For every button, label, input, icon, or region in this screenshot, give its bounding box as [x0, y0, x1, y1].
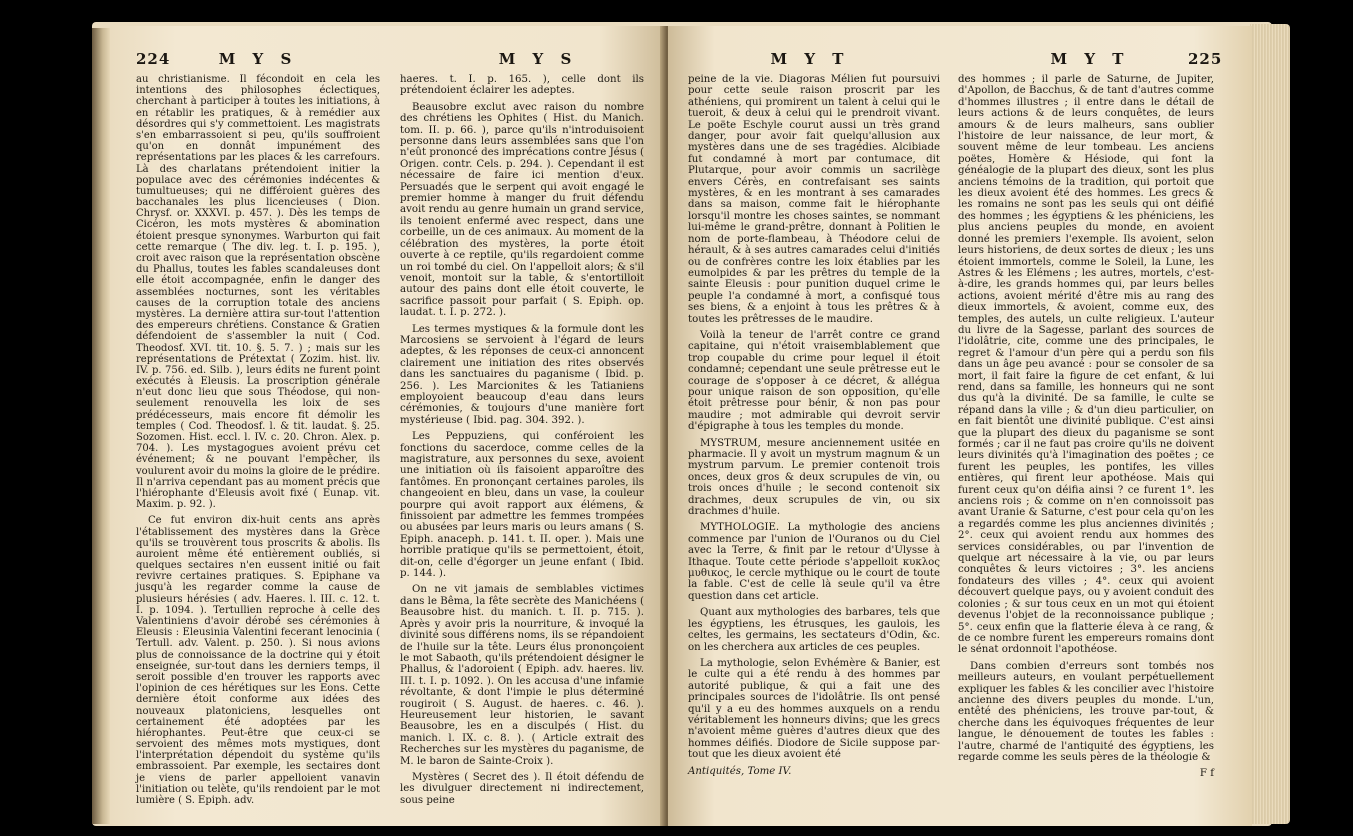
paragraph: Beausobre exclut avec raison du nombre des chrétiens les Ophites ( Hist. du Manich. tom. II. p. 66. ), parce qu'ils n'introduisoient personne dans leurs assemblées sans que l'on n'eût prononcé des imprécations contre Jésus ( Origen. contr. Cels. p. 294. ). Cependant il est nécessaire de faire ici mention d'eux. Persuadés que le serpent qui avoit engagé le premier homme à manger du fruit défendu avoit rendu au genre humain un grand service, ils tenoient enfermé avec respect, dans une corbeille, un de ces animaux. Au moment de la célébration des mystères, la porte étoit ouverte à ce reptile, qu'ils regardoient comme un roi tombé du ciel. On l'appelloit alors; & s'il venoit, montoit sur la table, & s'entortilloit autour des pains dont elle étoit couverte, le sacrifice passoit pour parfait ( S. Epiph. op. laudat. t. I. p. 272. ). [400, 101, 644, 319]
paragraph: Les termes mystiques & la formule dont les Marcosiens se servoient à l'égard de leurs adeptes, & les réponses de ceux-ci annoncent clairement une initiation des rites observés dans les sanctuaires du paganisme ( Ibid. p. 256. ). Les Marcionites & les Tatianiens employoient beaucoup d'eau dans leurs cérémonies, & toujours d'une manière fort mystérieuse ( Ibid. pag. 304. 392. ). [400, 323, 644, 426]
book-edge-left [92, 28, 110, 824]
paragraph: Dans combien d'erreurs sont tombés nos meilleurs auteurs, en voulant perpétuellement expliquer les fables & les concilier avec l'histoire ancienne des divers peuples du monde. L'un, entêté des phéniciens, les trouve par-tout, & cherche dans les équivoques fréquentes de leur langue, le dénouement de toutes les fables : l'autre, charmé de l'antiquité des égyptiens, les regarde comme les seuls pères de la théologie & [958, 660, 1214, 763]
book-page-edges-right [1250, 24, 1290, 824]
left-running-head-1: M Y S [218, 50, 298, 68]
paragraph: des hommes ; il parle de Saturne, de Jupiter, d'Apollon, de Bacchus, & de tant d'autres comme d'hommes illustres ; il entre dans le détail de leurs actions & de leurs conquêtes, de leurs amours & de leurs malheurs, sans oublier l'histoire de leur naissance, de leur mort, & souvent même de leur tombeau. Les anciens poëtes, Homère & Hésiode, qui font la généalogie de la plupart des dieux, sont les plus anciens témoins de la tradition, qui portoit que les dieux avoient été des hommes. Les grecs & les romains ne sont pas les seuls qui ont déifié des hommes ; les égyptiens & les phéniciens, les plus anciens peuples du monde, en avoient donné les premiers l'exemple. Ils avoient, selon leurs historiens, de deux sortes de dieux ; les uns étoient immortels, comme le Soleil, la Lune, les Astres & les Elémens ; les autres, mortels, c'est-à-dire, les grands hommes qui, par leurs belles actions, avoient mérité d'être mis au rang des dieux immortels, & avoient, comme eux, des temples, des autels, un culte religieux. L'auteur du livre de la Sagesse, parlant des sources de l'idolâtrie, cite, comme une des principales, le regret & l'amour d'un père qui a perdu son fils dans un âge peu avancé : pour se consoler de sa mort, il fait faire la figure de cet enfant, & lui rend, dans sa famille, les honneurs qui ne sont dus qu'à la divinité. De sa famille, le culte se répand dans la ville ; & d'un dieu particulier, on en fait bientôt une divinité publique. C'est ainsi que la plupart des dieux du paganisme se sont formés ; car il ne faut pas croire qu'ils ne doivent leurs divinités qu'à l'imagination des poëtes ; ce furent les peuples, les pontifes, les villes entières, qui firent leur apothéose. Mais qui furent ceux qu'on déifia ainsi ? ce furent 1°. les anciens rois ; & comme on n'en connoissoit pas avant Uranie & Saturne, c'est pour cela qu'on les a regardés comme les plus anciennes divinités ; 2°. ceux qui avoient rendu aux hommes des services considérables, ou par l'invention de quelque art nécessaire à la vie, ou par leurs conquêtes & leurs victoires ; 3°. les anciens fondateurs des villes ; 4°. ceux qui avoient découvert quelque pays, ou y avoient conduit des colonies ; & sur tous ceux en un mot qui étoient devenus l'objet de la reconnoissance publique ; 5°. ceux enfin que la flatterie éleva à ce rang, & de ce nombre furent les empereurs romains dont le sénat ordonnoit l'apothéose. [958, 74, 1214, 656]
signature-mark: F f [1199, 768, 1214, 780]
paragraph: MYTHOLOGIE. La mythologie des anciens commence par l'union de l'Ouranos ou du Ciel avec la Terre, & finit par le retour d'Ulysse à Ithaque. Toute cette période s'appelloit κυκλος μυθικος, le cercle mythique ou le court de toute la fable. C'est de celle là seule qu'il va être question dans cet article. [688, 522, 940, 602]
paragraph: On ne vit jamais de semblables victimes dans le Bêma, la fête secrète des Manichéens ( Beausobre hist. du manich. t. II. p. 715. ). Après y avoir pris la nourriture, & invoqué la divinité sous différens noms, ils se répandoient de l'huile sur la tête. Leurs élus prononçoient le mot Sabaoth, qu'ils prétendoient désigner le Phallus, & l'adoroient ( Epiph. adv. haeres. liv. III. t. I. p. 1092. ). On les accusa d'une infamie révoltante, & dont l'impie le plus déterminé rougiroit ( S. August. de haeres. c. 46. ). Heureusement leur historien, le savant Beausobre, les en a disculpés ( Hist. du manich. l. IX. c. 8. ). ( Article extrait des Recherches sur les mystères du paganisme, de M. le baron de Sainte-Croix ). [400, 584, 644, 767]
paragraph: Les Peppuziens, qui conféroient les fonctions du sacerdoce, comme celles de la magistrature, aux personnes du sexe, avoient une initiation où ils faisoient apparoître des fantômes. En prononçant certaines paroles, ils changeoient en bleu, dans un vase, la couleur pourpre qui avoit rapport aux élémens, & finissoient par admettre les femmes trompées ou abusées par leurs maris ou leurs amans ( S. Epiph. anaceph. p. 141. t. II. oper. ). Mais une horrible pratique qu'ils se permettoient, étoit, dit-on, celle d'égorger un jeune enfant ( Ibid. p. 144. ). [400, 431, 644, 580]
left-column-2 [400, 74, 644, 811]
left-running-head-2: M Y S [498, 50, 578, 68]
paragraph: Quant aux mythologies des barbares, tels que les égyptiens, les étrusques, les gaulois, les celtes, les germains, les sectateurs d'Odin, &c. on les cherchera aux articles de ces peuples. [688, 607, 940, 653]
right-page-number: 225 [1188, 50, 1223, 68]
left-page-number: 224 [136, 50, 171, 68]
paragraph: peine de la vie. Diagoras Mélien fut poursuivi pour cette seule raison proscrit par les athéniens, qui promirent un talent à celui qui le tueroit, & deux à celui qui le prendroit vivant. Le poëte Eschyle courut aussi un très grand danger, pour avoir fait quelqu'allusion aux mystères dans une de ses tragédies. Alcibiade fut condamné à mort par contumace, dit Plutarque, pour avoir commis un sacrilège envers Cérès, en contrefaisant ses saints mystères, & en les montrant à ses camarades dans sa maison, comme fait le hiérophante lorsqu'il montre les choses saintes, se nommant lui-même le grand-prêtre, donnant à Politien le nom de porte-flambeau, à Théodore celui de hérault, & à ses autres camarades celui d'initiés ou de confrères contre les loix établies par les eumolpides & par les prêtres du temple de la sainte Eleusis : pour punition duquel crime le peuple l'a condamné à mort, a confisqué tous ses biens, & a enjoint à tous les prêtres & à toutes les prêtresses de le maudire. [688, 74, 940, 325]
paragraph: au christianisme. Il fécondoit en cela les intentions des philosophes éclectiques, cherchant à participer à toutes les initiations, à en rétablir les pratiques, & à remédier aux désordres qui s'y commettoient. Les magistrats s'en embarrassoient si peu, qu'ils souffroient qu'on en donnât impunément des représentations par les places & les carrefours. Là des charlatans prétendoient initier la populace avec des cérémonies indécentes & tumultueuses; qui ne différoient guères des bacchanales les plus licencieuses ( Dion. Chrysf. or. XXXVI. p. 457. ). Dès les temps de Cicéron, les mots mystères & abomination étoient presque synonymes. Warburton qui fait cette remarque ( The div. leg. t. I. p. 195. ), croit avec raison que la représentation obscène du Phallus, toutes les fables scandaleuses dont elle étoit accompagnée, enfin le danger des assemblées nocturnes, sont les véritables causes de la corruption totale des anciens mystères. La dernière attira sur-tout l'attention des empereurs chrétiens. Constance & Gratien défendoient de s'assembler la nuit ( Cod. Theodosf. XVI. tit. 10. §. 5. 7. ) ; mais sur les représentations de Prétextat ( Zozim. hist. liv. IV. p. 756. ed. Silb. ), leurs édits ne furent point exécutés à Eleusis. La proscription générale n'eut donc lieu que sous Théodose, qui non-seulement renouvella les loix de ses prédécesseurs, mais encore fit démolir les temples ( Cod. Theodosf. l. & tit. laudat. §. 25. Sozomen. Hist. eccl. l. IV. c. 20. Chron. Alex. p. 704. ). Les mystagogues avoient prévu cet événement; & ne pouvant l'empêcher, ils voulurent avoir du moins la gloire de le prédire. Il n'arriva cependant pas au moment précis que l'hiérophante d'Eleusis avoit fixé ( Eunap. vit. Maxim. p. 92. ). [136, 74, 380, 511]
right-running-head-1: M Y T [770, 50, 850, 68]
left-page [110, 26, 666, 826]
right-column-2 [958, 74, 1214, 785]
paragraph: La mythologie, selon Evhémère & Banier, est le culte qui a été rendu à des hommes par autorité publique, & qui a fait une des principales sources de l'idolâtrie. Ils ont pensé qu'il y a eu des hommes auxquels on a rendu véritablement les honneurs divins; que les grecs n'avoient même guères d'autres dieux que des hommes déifiés. Diodore de Sicile suppose par-tout que les dieux avoient été [688, 657, 940, 761]
paragraph: Ce fut environ dix-huit cents ans après l'établissement des mystères dans la Grèce qu'ils se trouvèrent tous proscrits & abolis. Ils auroient même été entièrement oubliés, si quelques sectaires n'en eussent initié ou fait revivre certaines pratiques. S. Epiphane va jusqu'à les regarder comme la cause de plusieurs hérésies ( adv. Haeres. l. III. c. 12. t. I. p. 1094. ). Tertullien reproche à celle des Valentiniens d'avoir dérobé ses cérémonies à Eleusis : Eleusinia Valentini fecerant lenocinia ( Tertull. adv. Valent. p. 250. ). Si nous avions plus de connoissance de la doctrine qui y étoit enseignée, sur-tout dans les derniers temps, il seroit possible d'en trouver les rapports avec l'opinion de ces hérétiques sur les Eons. Cette dernière étoit conforme aux idées des nouveaux platoniciens, lesquelles ont certainement été adoptées par les hiérophantes. Peut-être que ceux-ci se servoient des mêmes mots mystiques, dont l'interprétation dépendoit du système qu'ils embrassoient. Par exemple, les sectaires dont je viens de parler appelloient vanavin l'initiation ou telète, qu'ils rendoient par le mot lumière ( S. Epiph. adv. [136, 515, 380, 806]
right-page-header [668, 50, 1252, 72]
right-running-head-2: M Y T [1050, 50, 1130, 68]
left-page-header [110, 50, 666, 72]
footer-volume: Antiquités, Tome IV. [688, 765, 792, 777]
right-column-1 [688, 74, 940, 782]
left-column-1 [136, 74, 380, 811]
right-page [668, 26, 1252, 826]
paragraph: Voilà la teneur de l'arrêt contre ce grand capitaine, qui n'étoit vraisemblablement que trop coupable du crime pour lequel il étoit condamné; cependant une seule prêtresse eut le courage de s'opposer à ce décret, & allégua pour unique raison de son opposition, qu'elle étoit prêtresse pour bénir, & non pas pour maudire ; mot admirable qui devroit servir d'épigraphe à tous les temples du monde. [688, 329, 940, 433]
paragraph: MYSTRUM, mesure anciennement usitée en pharmacie. Il y avoit un mystrum magnum & un mystrum parvum. Le premier contenoit trois onces, deux gros & deux scrupules de vin, ou trois onces d'huile ; le second contenoit six drachmes, deux scrupules de vin, ou six drachmes d'huile. [688, 437, 940, 518]
paragraph: Mystères ( Secret des ). Il étoit défendu de les divulguer directement ni indirectement, sous peine [400, 771, 644, 806]
paragraph: haeres. t. I. p. 165. ), celle dont ils prétendoient éclairer les adeptes. [400, 74, 644, 97]
